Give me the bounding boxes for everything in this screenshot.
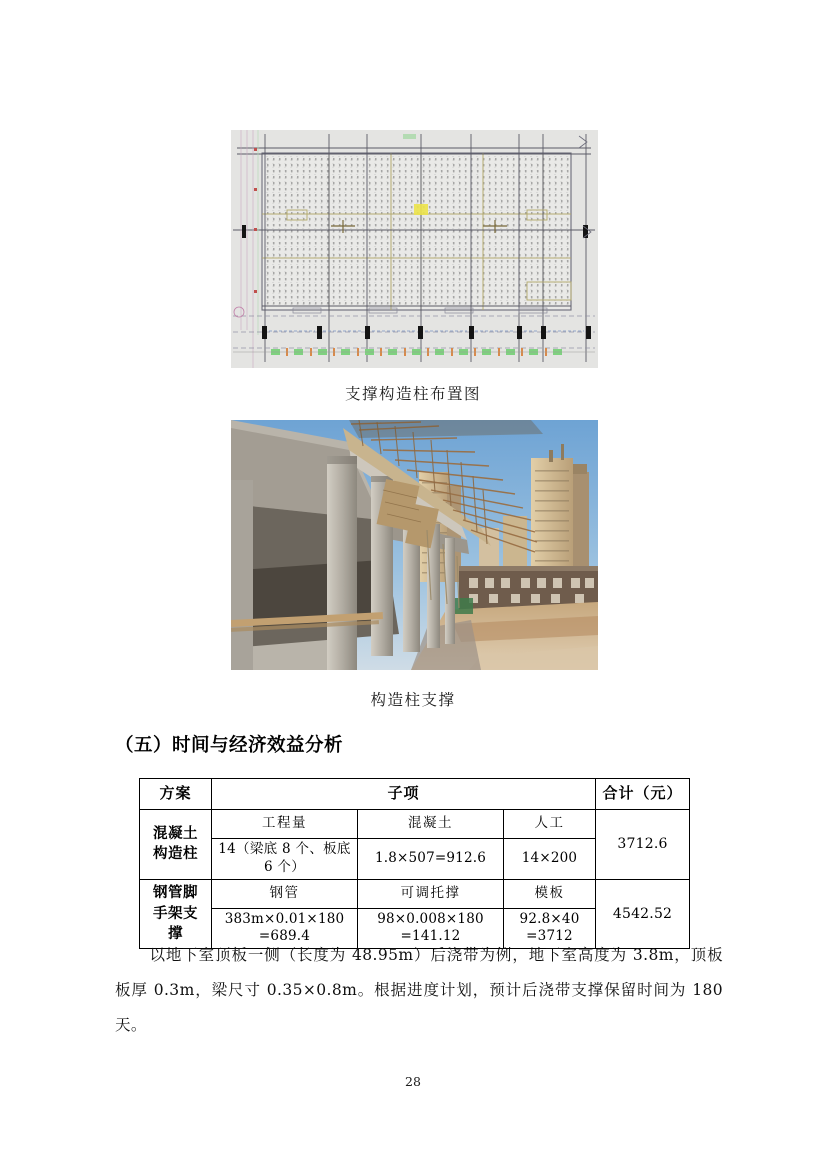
subhead-adjustable-support: 可调托撑 — [358, 879, 504, 908]
header-subitems: 子项 — [212, 779, 596, 810]
table-row — [140, 879, 690, 908]
value-concrete: 1.8×507=912.6 — [358, 839, 504, 880]
scheme-line: 手架支 — [153, 904, 198, 922]
table-header-row — [140, 779, 690, 810]
figure-cad-plan — [231, 130, 598, 368]
row-scheme-concrete — [140, 810, 212, 880]
time-economic-benefit-table — [139, 778, 690, 949]
value-line: 383m×0.01×180 — [224, 910, 345, 927]
value-quantity: 14（梁底 8 个、板底 6 个） — [212, 839, 358, 880]
value-line: =3712 — [526, 928, 573, 945]
subhead-concrete: 混凝土 — [358, 810, 504, 839]
subhead-labor: 人工 — [504, 810, 596, 839]
construction-site-photograph — [231, 420, 598, 670]
figure-caption-photo: 构造柱支撑 — [370, 691, 456, 709]
scheme-line: 撑 — [168, 925, 183, 943]
header-scheme: 方案 — [140, 779, 212, 810]
table-row — [140, 810, 690, 839]
value-line: =141.12 — [400, 928, 461, 945]
paragraph-text: 以地下室顶板一侧（长度为 48.95m）后浇带为例，地下室高度为 3.8m，顶板板厚 0.3m，梁尺寸 0.35×0.8m。根据进度计划，预计后浇带支撑保留时间为 180 天。 — [115, 946, 723, 1034]
scheme-line: 混凝土 — [153, 824, 198, 842]
value-line: =689.4 — [258, 928, 311, 945]
cad-plan-drawing — [231, 130, 598, 368]
row-total-scaffold: 4542.52 — [596, 879, 690, 949]
scheme-line: 钢管脚 — [153, 884, 198, 902]
subhead-quantity: 工程量 — [212, 810, 358, 839]
row-total-concrete: 3712.6 — [596, 810, 690, 880]
section-heading: （五）时间与经济效益分析 — [115, 735, 344, 756]
value-line: 92.8×40 — [519, 910, 580, 927]
value-labor: 14×200 — [504, 839, 596, 880]
body-paragraph — [115, 938, 723, 1043]
header-total: 合计（元） — [596, 779, 690, 810]
scheme-line: 构造柱 — [153, 845, 198, 863]
figure-site-photo — [231, 420, 598, 670]
subhead-steel-pipe: 钢管 — [212, 879, 358, 908]
figure-caption-cad: 支撑构造柱布置图 — [344, 385, 481, 403]
value-line: 98×0.008×180 — [377, 910, 484, 927]
page-number: 28 — [405, 1074, 421, 1089]
subhead-formwork: 模板 — [504, 879, 596, 908]
